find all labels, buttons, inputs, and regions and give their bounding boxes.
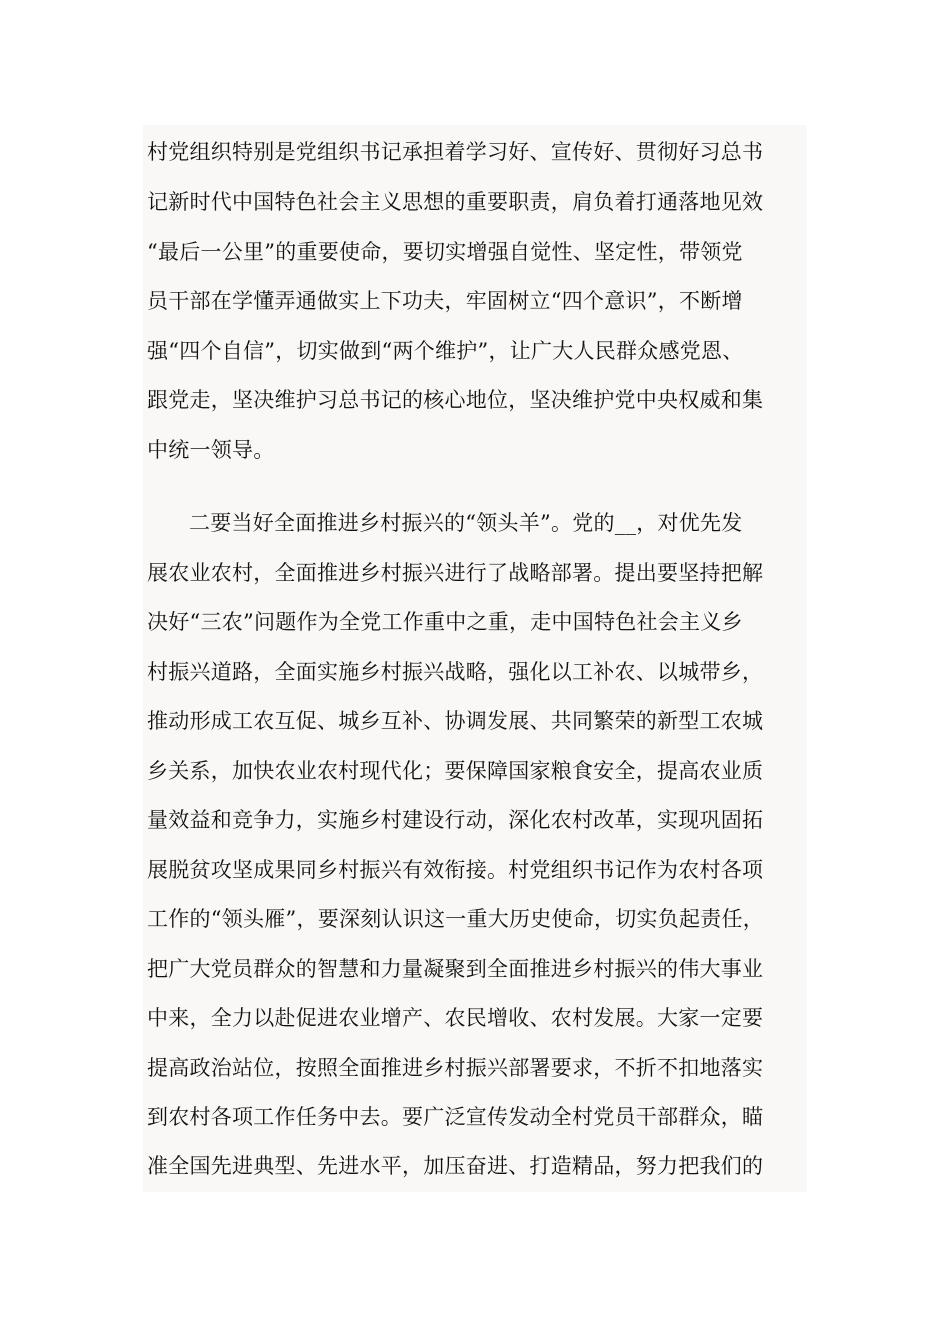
paragraph-2-line-11: 中来，全力以赴促进农业增产、农民增收、农村发展。大家一定要 [147, 1006, 764, 1030]
paragraph-2-line-2: 展农业农村，全面推进乡村振兴进行了战略部署。提出要坚持把解 [147, 561, 764, 585]
paragraph-2-line-4: 村振兴道路，全面实施乡村振兴战略，强化以工补农、以城带乡， [147, 660, 764, 684]
paragraph-2-line-5: 推动形成工农互促、城乡互补、协调发展、共同繁荣的新型工农城 [147, 709, 764, 733]
paragraph-2-line-6: 乡关系，加快农业农村现代化；要保障国家粮食安全，提高农业质 [147, 759, 764, 783]
paragraph-2-line-12: 提高政治站位，按照全面推进乡村振兴部署要求，不折不扣地落实 [147, 1056, 764, 1080]
paragraph-1-line-3: “最后一公里”的重要使命，要切实增强自觉性、坚定性，带领党 [147, 240, 743, 264]
paragraph-2-line-9: 工作的“领头雁”，要深刻认识这一重大历史使命，切实负起责任， [147, 907, 764, 931]
paragraph-2-line-3: 决好“三农”问题作为全党工作重中之重，走中国特色社会主义乡 [147, 610, 743, 634]
paragraph-2-line-14: 准全国先进典型、先进水平，加压奋进、打造精品，努力把我们的 [147, 1154, 764, 1178]
paragraph-1-line-1: 村党组织特别是党组织书记承担着学习好、宣传好、贯彻好习总书 [147, 140, 764, 164]
paragraph-1-line-4: 员干部在学懂弄通做实上下功夫，牢固树立“四个意识”，不断增 [147, 289, 743, 313]
paragraph-1-line-2: 记新时代中国特色社会主义思想的重要职责，肩负着打通落地见效 [147, 190, 764, 214]
text-block [143, 125, 807, 1192]
paragraph-2-line-8: 展脱贫攻坚成果同乡村振兴有效衔接。村党组织书记作为农村各项 [147, 858, 764, 882]
paragraph-2-line-7: 量效益和竞争力，实施乡村建设行动，深化农村改革，实现巩固拓 [147, 808, 764, 832]
paragraph-2-line-1: 二要当好全面推进乡村振兴的“领头羊”。党的__，对优先发 [189, 511, 743, 535]
paragraph-1-line-6: 跟党走，坚决维护习总书记的核心地位，坚决维护党中央权威和集 [147, 388, 764, 412]
paragraph-1-line-5: 强“四个自信”，切实做到“两个维护”，让广大人民群众感党恩、 [147, 339, 744, 363]
paragraph-2-line-13: 到农村各项工作任务中去。要广泛宣传发动全村党员干部群众，瞄 [147, 1105, 764, 1129]
paragraph-1-line-7: 中统一领导。 [147, 438, 275, 462]
paragraph-2-line-10: 把广大党员群众的智慧和力量凝聚到全面推进乡村振兴的伟大事业 [147, 957, 764, 981]
